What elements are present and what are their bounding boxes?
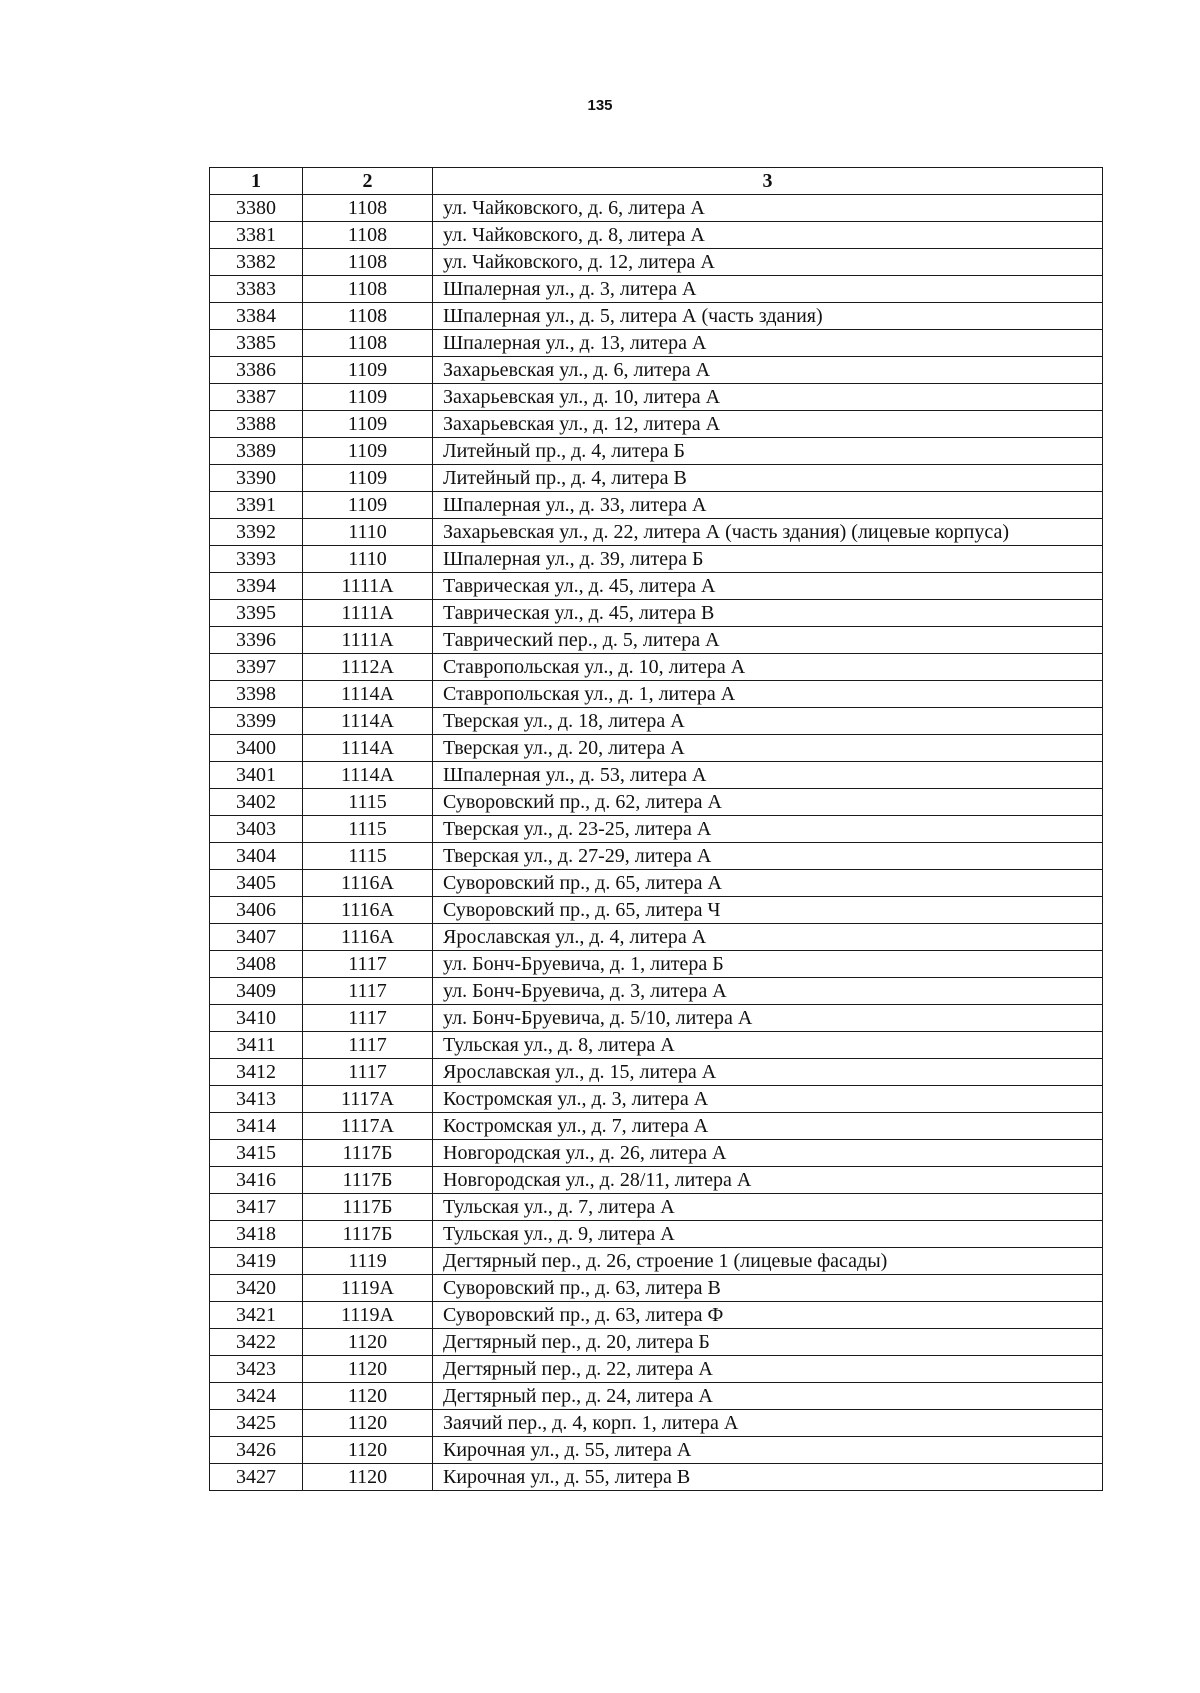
block-code-cell: 1120 [303,1410,433,1437]
address-cell: Тульская ул., д. 8, литера А [433,1032,1103,1059]
address-cell: Кирочная ул., д. 55, литера А [433,1437,1103,1464]
table-row [210,843,1103,870]
block-code-cell: 1110 [303,519,433,546]
table-row [210,789,1103,816]
row-number-cell: 3421 [210,1302,303,1329]
address-cell: Таврическая ул., д. 45, литера А [433,573,1103,600]
row-number-cell: 3404 [210,843,303,870]
table-row [210,627,1103,654]
row-number-cell: 3395 [210,600,303,627]
block-code-cell: 1120 [303,1356,433,1383]
address-cell: Ставропольская ул., д. 1, литера А [433,681,1103,708]
table-row [210,1464,1103,1491]
table-row [210,330,1103,357]
block-code-cell: 1117Б [303,1221,433,1248]
block-code-cell: 1114А [303,681,433,708]
block-code-cell: 1114А [303,708,433,735]
address-cell: Суворовский пр., д. 62, литера А [433,789,1103,816]
address-cell: Новгородская ул., д. 28/11, литера А [433,1167,1103,1194]
address-cell: Тверская ул., д. 20, литера А [433,735,1103,762]
block-code-cell: 1108 [303,222,433,249]
row-number-cell: 3424 [210,1383,303,1410]
block-code-cell: 1108 [303,303,433,330]
block-code-cell: 1120 [303,1464,433,1491]
address-cell: Захарьевская ул., д. 12, литера А [433,411,1103,438]
block-code-cell: 1114А [303,762,433,789]
row-number-cell: 3427 [210,1464,303,1491]
address-cell: Таврический пер., д. 5, литера А [433,627,1103,654]
block-code-cell: 1115 [303,816,433,843]
table-row [210,438,1103,465]
block-code-cell: 1109 [303,465,433,492]
table-row [210,1410,1103,1437]
address-cell: Литейный пр., д. 4, литера В [433,465,1103,492]
block-code-cell: 1110 [303,546,433,573]
table-row [210,1329,1103,1356]
address-cell: Заячий пер., д. 4, корп. 1, литера А [433,1410,1103,1437]
row-number-cell: 3405 [210,870,303,897]
row-number-cell: 3402 [210,789,303,816]
table-row [210,411,1103,438]
row-number-cell: 3408 [210,951,303,978]
address-cell: Таврическая ул., д. 45, литера В [433,600,1103,627]
row-number-cell: 3415 [210,1140,303,1167]
block-code-cell: 1109 [303,357,433,384]
block-code-cell: 1117 [303,1032,433,1059]
block-code-cell: 1114А [303,735,433,762]
table-row [210,870,1103,897]
block-code-cell: 1111А [303,600,433,627]
table-row [210,1194,1103,1221]
table-row [210,303,1103,330]
row-number-cell: 3403 [210,816,303,843]
table-row [210,519,1103,546]
row-number-cell: 3399 [210,708,303,735]
table-row [210,708,1103,735]
page-number: 135 [587,97,613,114]
block-code-cell: 1117 [303,951,433,978]
table-row [210,573,1103,600]
row-number-cell: 3396 [210,627,303,654]
row-number-cell: 3384 [210,303,303,330]
row-number-cell: 3380 [210,195,303,222]
row-number-cell: 3382 [210,249,303,276]
row-number-cell: 3388 [210,411,303,438]
row-number-cell: 3412 [210,1059,303,1086]
block-code-cell: 1119 [303,1248,433,1275]
table-row [210,1059,1103,1086]
table-row [210,276,1103,303]
block-code-cell: 1117Б [303,1167,433,1194]
table-row [210,924,1103,951]
block-code-cell: 1109 [303,438,433,465]
table-row [210,1032,1103,1059]
block-code-cell: 1112А [303,654,433,681]
block-code-cell: 1111А [303,573,433,600]
address-cell: Суворовский пр., д. 65, литера А [433,870,1103,897]
address-cell: Дегтярный пер., д. 20, литера Б [433,1329,1103,1356]
address-cell: Ставропольская ул., д. 10, литера А [433,654,1103,681]
row-number-cell: 3391 [210,492,303,519]
block-code-cell: 1108 [303,330,433,357]
table-row [210,384,1103,411]
address-cell: Дегтярный пер., д. 24, литера А [433,1383,1103,1410]
row-number-cell: 3392 [210,519,303,546]
row-number-cell: 3385 [210,330,303,357]
block-code-cell: 1117 [303,1059,433,1086]
address-cell: Шпалерная ул., д. 5, литера А (часть здания) [433,303,1103,330]
row-number-cell: 3390 [210,465,303,492]
address-cell: Ярославская ул., д. 4, литера А [433,924,1103,951]
block-code-cell: 1115 [303,843,433,870]
table-row [210,816,1103,843]
address-cell: Шпалерная ул., д. 39, литера Б [433,546,1103,573]
table-row [210,1275,1103,1302]
address-cell: ул. Чайковского, д. 6, литера А [433,195,1103,222]
row-number-cell: 3400 [210,735,303,762]
address-cell: Захарьевская ул., д. 22, литера А (часть здания) (лицевые корпуса) [433,519,1103,546]
address-table [209,167,1103,1491]
table-row [210,546,1103,573]
address-cell: ул. Бонч-Бруевича, д. 1, литера Б [433,951,1103,978]
address-cell: Тверская ул., д. 18, литера А [433,708,1103,735]
address-cell: ул. Чайковского, д. 8, литера А [433,222,1103,249]
row-number-cell: 3397 [210,654,303,681]
row-number-cell: 3418 [210,1221,303,1248]
row-number-cell: 3411 [210,1032,303,1059]
row-number-cell: 3407 [210,924,303,951]
row-number-cell: 3426 [210,1437,303,1464]
table-row [210,1356,1103,1383]
row-number-cell: 3389 [210,438,303,465]
row-number-cell: 3409 [210,978,303,1005]
table-row [210,951,1103,978]
table-row [210,222,1103,249]
row-number-cell: 3381 [210,222,303,249]
block-code-cell: 1117А [303,1113,433,1140]
block-code-cell: 1117 [303,978,433,1005]
row-number-cell: 3423 [210,1356,303,1383]
address-cell: Шпалерная ул., д. 13, литера А [433,330,1103,357]
block-code-cell: 1108 [303,249,433,276]
block-code-cell: 1120 [303,1437,433,1464]
table-row [210,1302,1103,1329]
row-number-cell: 3410 [210,1005,303,1032]
block-code-cell: 1120 [303,1329,433,1356]
table-row [210,465,1103,492]
table-row [210,1167,1103,1194]
address-cell: Захарьевская ул., д. 6, литера А [433,357,1103,384]
block-code-cell: 1108 [303,195,433,222]
address-cell: Новгородская ул., д. 26, литера А [433,1140,1103,1167]
address-cell: Шпалерная ул., д. 33, литера А [433,492,1103,519]
address-cell: Тверская ул., д. 27-29, литера А [433,843,1103,870]
row-number-cell: 3383 [210,276,303,303]
block-code-cell: 1109 [303,384,433,411]
row-number-cell: 3419 [210,1248,303,1275]
column-header-2: 2 [303,168,433,195]
row-number-cell: 3393 [210,546,303,573]
table-row [210,1383,1103,1410]
block-code-cell: 1115 [303,789,433,816]
row-number-cell: 3401 [210,762,303,789]
table-row [210,1248,1103,1275]
row-number-cell: 3420 [210,1275,303,1302]
block-code-cell: 1116А [303,870,433,897]
block-code-cell: 1111А [303,627,433,654]
block-code-cell: 1109 [303,411,433,438]
table-row [210,1140,1103,1167]
block-code-cell: 1119А [303,1302,433,1329]
row-number-cell: 3414 [210,1113,303,1140]
column-header-1: 1 [210,168,303,195]
row-number-cell: 3398 [210,681,303,708]
table-row [210,978,1103,1005]
block-code-cell: 1117 [303,1005,433,1032]
table-row [210,897,1103,924]
column-header-3: 3 [433,168,1103,195]
block-code-cell: 1116А [303,897,433,924]
table-row [210,1113,1103,1140]
address-cell: Захарьевская ул., д. 10, литера А [433,384,1103,411]
row-number-cell: 3406 [210,897,303,924]
table-row [210,735,1103,762]
table-row [210,600,1103,627]
table-body [210,195,1103,1491]
row-number-cell: 3422 [210,1329,303,1356]
table-row [210,654,1103,681]
address-cell: ул. Бонч-Бруевича, д. 3, литера А [433,978,1103,1005]
row-number-cell: 3394 [210,573,303,600]
block-code-cell: 1117Б [303,1140,433,1167]
block-code-cell: 1117Б [303,1194,433,1221]
address-cell: Литейный пр., д. 4, литера Б [433,438,1103,465]
block-code-cell: 1108 [303,276,433,303]
address-cell: Костромская ул., д. 7, литера А [433,1113,1103,1140]
block-code-cell: 1109 [303,492,433,519]
table-row [210,681,1103,708]
address-cell: Суворовский пр., д. 63, литера В [433,1275,1103,1302]
row-number-cell: 3416 [210,1167,303,1194]
table-row [210,1437,1103,1464]
row-number-cell: 3417 [210,1194,303,1221]
table-row [210,762,1103,789]
block-code-cell: 1117А [303,1086,433,1113]
address-cell: ул. Бонч-Бруевича, д. 5/10, литера А [433,1005,1103,1032]
address-cell: Шпалерная ул., д. 53, литера А [433,762,1103,789]
address-cell: ул. Чайковского, д. 12, литера А [433,249,1103,276]
table-row [210,1221,1103,1248]
row-number-cell: 3413 [210,1086,303,1113]
address-cell: Костромская ул., д. 3, литера А [433,1086,1103,1113]
address-cell: Суворовский пр., д. 63, литера Ф [433,1302,1103,1329]
row-number-cell: 3387 [210,384,303,411]
table-row [210,357,1103,384]
block-code-cell: 1120 [303,1383,433,1410]
table-row [210,195,1103,222]
address-cell: Тульская ул., д. 7, литера А [433,1194,1103,1221]
address-cell: Дегтярный пер., д. 26, строение 1 (лицевые фасады) [433,1248,1103,1275]
address-cell: Ярославская ул., д. 15, литера А [433,1059,1103,1086]
row-number-cell: 3425 [210,1410,303,1437]
address-cell: Тверская ул., д. 23-25, литера А [433,816,1103,843]
address-cell: Кирочная ул., д. 55, литера В [433,1464,1103,1491]
address-cell: Суворовский пр., д. 65, литера Ч [433,897,1103,924]
table-row [210,249,1103,276]
block-code-cell: 1119А [303,1275,433,1302]
table-row [210,1086,1103,1113]
address-cell: Дегтярный пер., д. 22, литера А [433,1356,1103,1383]
row-number-cell: 3386 [210,357,303,384]
block-code-cell: 1116А [303,924,433,951]
table-row [210,492,1103,519]
address-cell: Тульская ул., д. 9, литера А [433,1221,1103,1248]
table-header-row [210,168,1103,195]
address-cell: Шпалерная ул., д. 3, литера А [433,276,1103,303]
table-row [210,1005,1103,1032]
